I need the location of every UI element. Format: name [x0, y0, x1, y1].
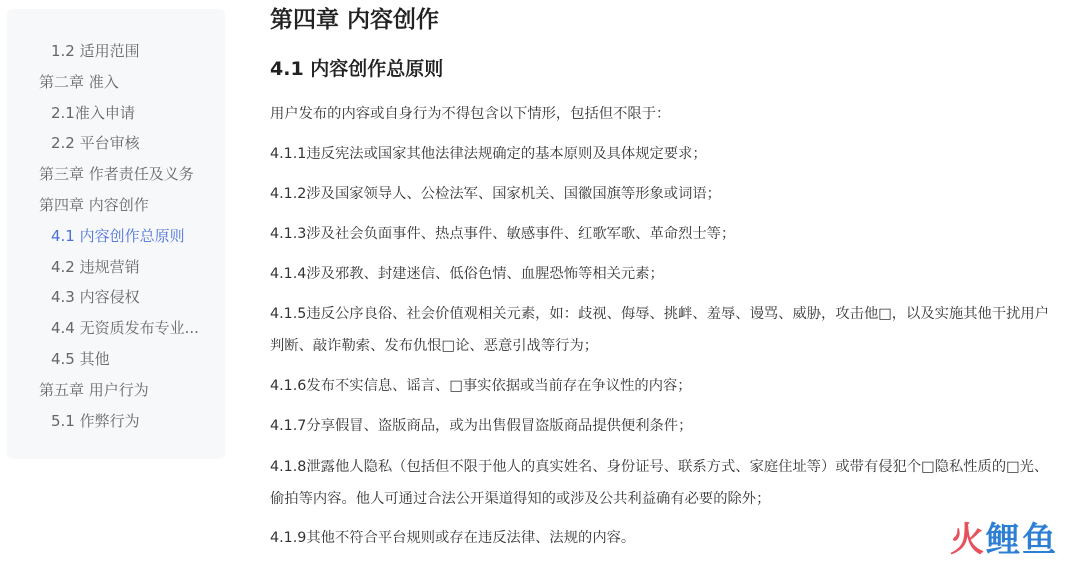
clause-4-1-7: 4.1.7分享假冒、盗版商品，或为出售假冒盗版商品提供便利条件； [270, 418, 693, 434]
watermark-logo-part1: 火 [950, 520, 986, 560]
watermark-logo-part2: 鲤鱼 [986, 520, 1058, 560]
toc-item-2-2[interactable]: 2.2 平台审核 [51, 134, 140, 153]
toc-item-chapter-5[interactable]: 第五章 用户行为 [39, 380, 149, 399]
section-title: 4.1 内容创作总原则 [270, 58, 444, 80]
table-of-contents [7, 9, 225, 459]
toc-item-1-2[interactable]: 1.2 适用范围 [51, 42, 140, 60]
chapter-title: 第四章 内容创作 [270, 7, 440, 33]
clause-4-1-2: 4.1.2涉及国家领导人、公检法军、国家机关、国徽国旗等形象或词语； [270, 186, 721, 202]
toc-item-4-2[interactable]: 4.2 违规营销 [51, 257, 140, 276]
toc-item-4-5[interactable]: 4.5 其他 [51, 349, 110, 368]
clause-4-1-8: 4.1.8泄露他人隐私（包括但不限于他人的真实姓名、身份证号、联系方式、家庭住址等）或带有侵犯个□隐私性质的□光、偷拍等内容。他人可通过合法公开渠道得知的或涉及公共利益确有必要的除外； [270, 459, 1049, 507]
clause-4-1-1: 4.1.1违反宪法或国家其他法律法规确定的基本原则及具体规定要求； [270, 146, 707, 162]
toc-item-4-4[interactable]: 4.4 无资质发布专业... [51, 319, 199, 338]
toc-item-chapter-2[interactable]: 第二章 准入 [39, 72, 119, 91]
watermark-logo [950, 520, 1058, 560]
toc-item-5-1[interactable]: 5.1 作弊行为 [51, 411, 140, 430]
clause-4-1-6: 4.1.6发布不实信息、谣言、□事实依据或当前存在争议性的内容； [270, 378, 692, 394]
toc-item-4-3[interactable]: 4.3 内容侵权 [51, 288, 140, 307]
toc-item-chapter-3[interactable]: 第三章 作者责任及义务 [39, 165, 194, 184]
clause-4-1-4: 4.1.4涉及邪教、封建迷信、低俗色情、血腥恐怖等相关元素； [270, 266, 664, 282]
intro-paragraph: 用户发布的内容或自身行为不得包含以下情形，包括但不限于： [270, 106, 671, 122]
toc-item-2-1[interactable]: 2.1准入申请 [51, 103, 135, 122]
clause-4-1-9: 4.1.9其他不符合平台规则或存在违反法律、法规的内容。 [270, 530, 636, 546]
toc-item-4-1-active[interactable]: 4.1 内容创作总原则 [51, 226, 185, 245]
clause-4-1-3: 4.1.3涉及社会负面事件、热点事件、敏感事件、红歌军歌、革命烈士等； [270, 226, 736, 242]
clause-4-1-5: 4.1.5违反公序良俗、社会价值观相关元素，如：歧视、侮辱、挑衅、羞辱、谩骂、威胁，攻击他□，以及实施其他干扰用户判断、敲诈勒索、发布仇恨□论、恶意引战等行为； [270, 306, 1050, 354]
toc-item-chapter-4[interactable]: 第四章 内容创作 [39, 195, 149, 214]
